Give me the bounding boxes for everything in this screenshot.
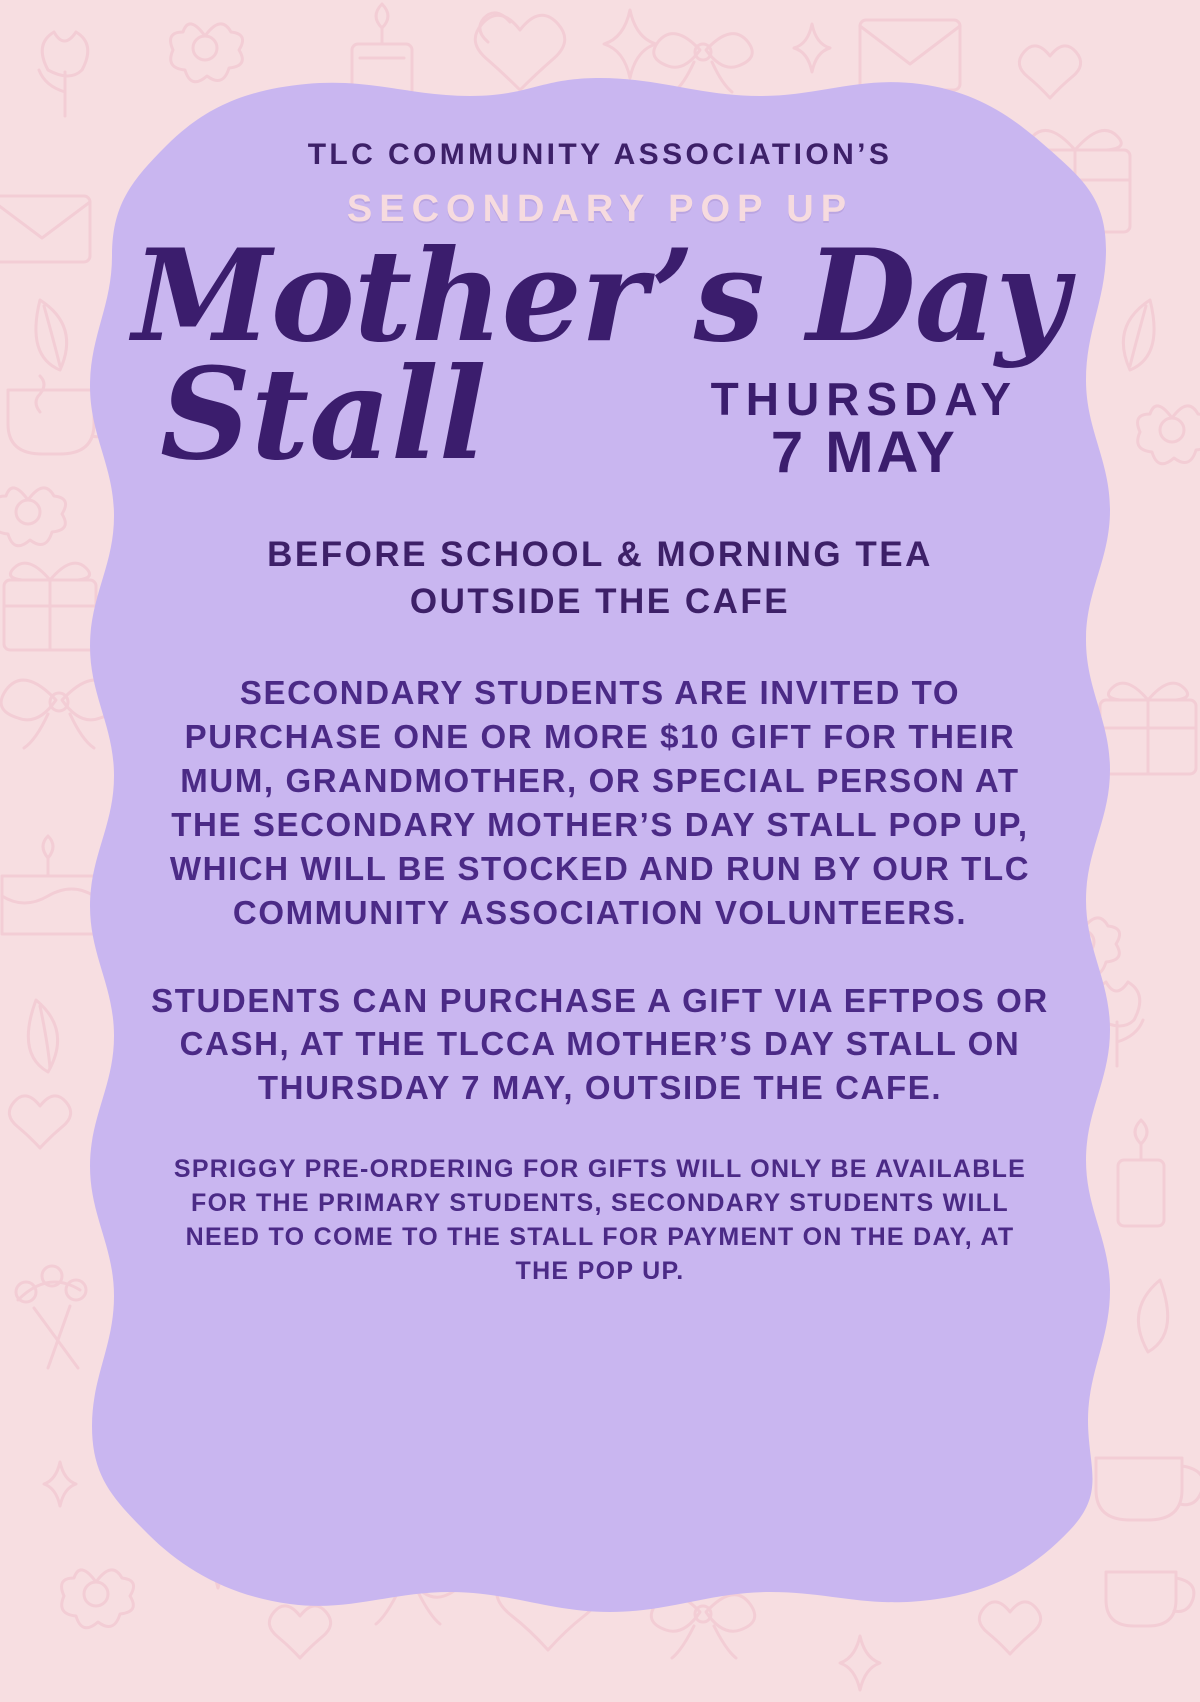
event-title-block xyxy=(120,221,1080,525)
event-subtitle: SECONDARY POP UP xyxy=(346,188,854,230)
event-title-line2: Stall xyxy=(160,339,487,488)
event-date-day: THURSDAY xyxy=(710,372,1018,425)
poster-content xyxy=(120,110,1080,1590)
event-time: BEFORE SCHOOL & MORNING TEA xyxy=(267,534,933,574)
event-date-number: 7 MAY xyxy=(770,420,958,486)
payment-note: SPRIGGY PRE-ORDERING FOR GIFTS WILL ONLY BE AVAILABLE FOR THE PRIMARY STUDENTS, SECONDARY STUDENTS WILL NEED TO COME TO THE STALL FOR PAYMENT ON THE DAY, AT THE POP UP. xyxy=(173,1155,1027,1286)
event-date xyxy=(710,372,1018,486)
event-time-location xyxy=(120,531,1080,626)
description-paragraph-2: STUDENTS CAN PURCHASE A GIFT VIA EFTPOS OR CASH, AT THE TLCCA MOTHER’S DAY STALL ON THURSDAY 7 MAY, OUTSIDE THE CAFE. xyxy=(151,981,1049,1107)
organisation-name: TLC COMMUNITY ASSOCIATION’S xyxy=(307,138,893,171)
description-paragraph-1: SECONDARY STUDENTS ARE INVITED TO PURCHASE ONE OR MORE $10 GIFT FOR THEIR MUM, GRANDMOTHER, OR SPECIAL PERSON AT THE SECONDARY MOTHER’S DAY STALL POP UP, WHICH WILL BE STOCKED AND RUN BY OUR TLC COMMUNITY ASSOCIATION VOLUNTEERS. xyxy=(169,674,1031,931)
event-title-line1: Mother’s Day xyxy=(132,221,1068,370)
event-location: OUTSIDE THE CAFE xyxy=(409,582,791,622)
